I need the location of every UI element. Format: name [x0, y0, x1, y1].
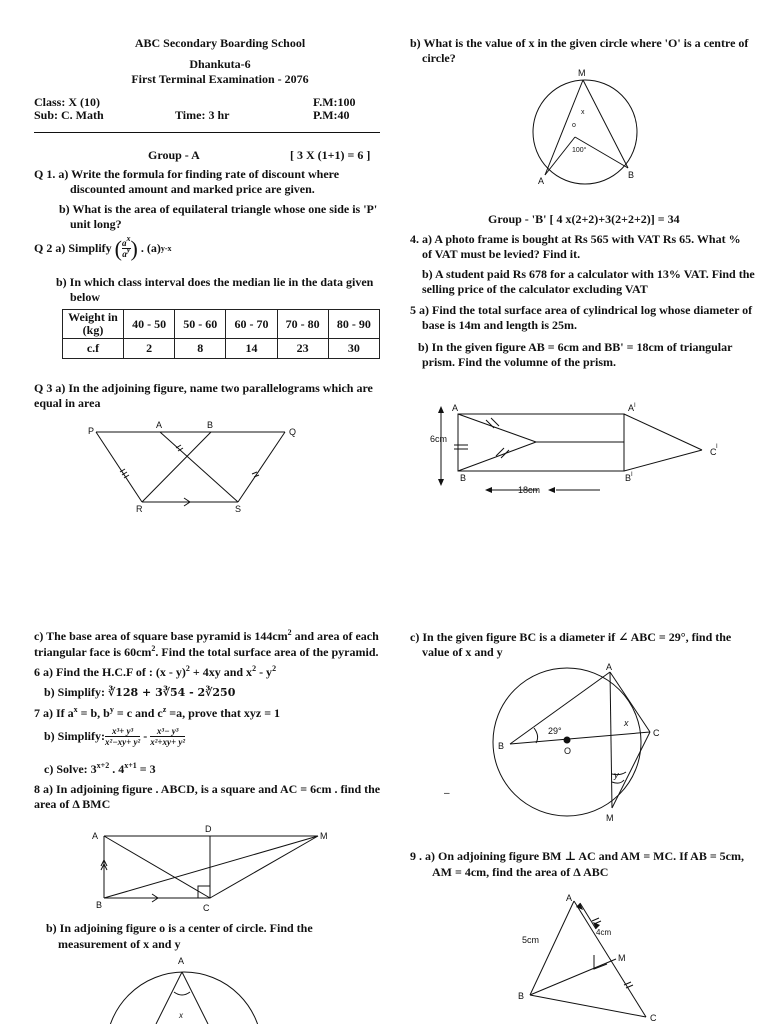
label-B: B [207, 420, 214, 430]
q2a-num: a [122, 238, 127, 248]
q2b-line1: b) In which class interval does the median lie in the data given [56, 275, 374, 289]
label-P: P [88, 426, 95, 436]
label-A1-mark: I [634, 403, 636, 409]
subject-label: Sub: C. Math [34, 108, 104, 122]
school-place: Dhankuta-6 [189, 57, 251, 71]
q2a-den-exp: y [126, 245, 131, 254]
label-S: S [235, 504, 242, 514]
table-row [63, 339, 380, 359]
label-B: B [460, 473, 467, 483]
exam-title: First Terminal Examination - 2076 [131, 72, 309, 86]
label-M: M [618, 953, 626, 963]
table-cell: 60 - 70 [226, 310, 277, 339]
label-M: M [606, 813, 614, 823]
label-height: 6cm [430, 434, 448, 444]
class-label: Class: X (10) [34, 95, 100, 109]
label-B: B [518, 991, 525, 1001]
q9a-line2: AM = 4cm, find the area of Δ ABC [432, 865, 609, 879]
q9a-line1: 9 . a) On adjoining figure BM ⊥ AC and AM = MC. If AB = 5cm, [410, 849, 744, 863]
time-label: Time: 3 hr [175, 108, 230, 122]
q7a [34, 706, 280, 721]
q3a-line1: Q 3 a) In the adjoining figure, name two parallelograms which are [34, 381, 373, 395]
circle-figure-2 [440, 658, 700, 828]
table-cell: 70 - 80 [277, 310, 328, 339]
label-angle: 29° [548, 726, 562, 736]
label-A: A [92, 831, 99, 841]
q7a-e1: x [73, 705, 78, 714]
q4b-line2: selling price of the calculator excluding VAT [422, 282, 648, 296]
q7b-f2-num: x³− y³ [150, 726, 185, 737]
weight-table [62, 309, 380, 359]
q7a-pre: 7 a) If a [34, 706, 74, 720]
label-x: x [179, 1011, 183, 1020]
label-C: C [203, 903, 210, 913]
q5a-line1: 5 a) Find the total surface area of cylindrical log whose diameter of [410, 303, 753, 317]
q3a-line2: equal in area [34, 396, 101, 410]
label-A: A [178, 956, 185, 966]
q6a-post: - y [256, 665, 273, 679]
circle-figure-3 [100, 952, 270, 1024]
label-C: C [653, 728, 660, 738]
q7c-mid: . 4 [109, 762, 125, 776]
table-row [63, 310, 380, 339]
group-b-title: Group - 'B' [ 4 x(2+2)+3(2+2+2)] = 34 [488, 212, 680, 226]
full-marks: F.M:100 [313, 95, 356, 109]
label-O: O [564, 746, 572, 756]
q7a-m2: = c and c [113, 706, 163, 720]
table-cell: 50 - 60 [175, 310, 226, 339]
table-cell: 14 [226, 339, 277, 359]
q2a-fraction [122, 234, 131, 259]
label-A: A [452, 403, 459, 413]
circle-figure-1 [520, 64, 650, 189]
q8b-line2: measurement of x and y [58, 937, 181, 951]
label-C: C [650, 1013, 657, 1023]
q4a-line2: of VAT must be levied? Find it. [422, 247, 581, 261]
label-M: M [320, 831, 328, 841]
q6b [44, 685, 235, 700]
label-Q: Q [289, 427, 297, 437]
label-R: R [136, 504, 143, 514]
qb-line2: circle? [422, 51, 456, 65]
label-A: A [606, 662, 613, 672]
label-length: 18cm [518, 485, 541, 495]
q7a-m1: = b, b [77, 706, 110, 720]
q2a-num-exp: x [126, 234, 131, 243]
group-a-marks: [ 3 X (1+1) = 6 ] [290, 148, 371, 162]
q5b-line2: prism. Find the volumne of the prism. [422, 355, 617, 369]
qc-text2-b: . Find the total surface area of the pyramid. [155, 645, 379, 659]
q6b-pre: b) Simplify: [44, 685, 109, 699]
label-M: M [578, 68, 586, 78]
label-x: x [624, 718, 629, 728]
label-A: A [566, 893, 573, 903]
stray-dash: – [444, 788, 450, 799]
label-A1: A [628, 403, 635, 413]
label-A: A [538, 176, 545, 186]
q7c-pre: c) Solve: 3 [44, 762, 97, 776]
label-C1-mark: I [716, 444, 718, 450]
label-B1-mark: I [631, 472, 633, 478]
label-D: D [205, 824, 212, 834]
qc2-line1: c) In the given figure BC is a diameter if ∠ ABC = 29°, find the [410, 630, 732, 644]
header-divider [34, 132, 380, 133]
q1b-line2: unit long? [70, 217, 122, 231]
q8b-line1: b) In adjoining figure o is a center of circle. Find the [46, 921, 313, 935]
qc-text2: triangular face is 60cm [34, 645, 152, 659]
q2a-den: a [122, 249, 127, 259]
q7c-e1: x+2 [96, 761, 110, 770]
q2a-prefix: Q 2 a) Simplify [34, 241, 112, 255]
pass-marks: P.M:40 [313, 108, 350, 122]
label-am: 4cm [596, 928, 612, 937]
q7b-fraction-2 [150, 726, 185, 747]
qc-sup: 2 [287, 628, 292, 637]
label-C1: C [710, 447, 717, 457]
q5b-line1: b) In the given figure AB = 6cm and BB' = 18cm of triangular [418, 340, 733, 354]
q6a-mid: + 4xy and x [189, 665, 253, 679]
q2b-line2: below [70, 290, 100, 304]
q7c-post: = 3 [136, 762, 156, 776]
label-B: B [498, 741, 505, 751]
q4a-line1: 4. a) A photo frame is bought at Rs 565 with VAT Rs 65. What % [410, 232, 741, 246]
q1a-line1: Q 1. a) Write the formula for finding rate of discount where [34, 167, 340, 181]
table-cell: 30 [328, 339, 379, 359]
q4b-line1: b) A student paid Rs 678 for a calculator with 13% VAT. Find the [422, 267, 755, 281]
q8a-line2: area of Δ BMC [34, 797, 111, 811]
group-a-title: Group - A [148, 148, 200, 162]
q7b-fraction-1 [105, 726, 140, 747]
label-y: y [614, 770, 619, 780]
qb-line1: b) What is the value of x in the given circle where 'O' is a centre of [410, 36, 749, 50]
q7b-pre: b) Simplify: [44, 729, 106, 743]
label-A: A [156, 420, 163, 430]
q1a-line2: discounted amount and marked price are given. [70, 182, 315, 196]
square-figure [86, 822, 336, 914]
qc-line1 [34, 629, 379, 644]
table-cell: 8 [175, 339, 226, 359]
qc-sup2: 2 [151, 644, 156, 653]
q5a-line2: base is 14m and length is 25m. [422, 318, 578, 332]
q6a-e1: 2 [185, 664, 190, 673]
q1b-line1: b) What is the area of equilateral triangle whose one side is 'P' [59, 202, 378, 216]
table-cell: 80 - 90 [328, 310, 379, 339]
label-ab: 5cm [522, 935, 540, 945]
q2a-mid: . (a) [140, 241, 161, 255]
q6a-e3: 2 [272, 664, 277, 673]
q6a-pre: 6 a) Find the H.C.F of : (x - y) [34, 665, 186, 679]
parallelogram-figure [80, 418, 310, 518]
q7b [44, 726, 185, 747]
q7b-f1-num: x³+ y³ [105, 726, 140, 737]
q7b-f2-den: x²+xy+ y² [150, 737, 186, 747]
q7b-minus: - [140, 729, 151, 743]
q7a-e3: z [162, 705, 167, 714]
prism-figure [428, 398, 728, 498]
q6a [34, 665, 276, 680]
triangle-figure [510, 893, 690, 1024]
table-cell: 40 - 50 [124, 310, 175, 339]
label-angle: 100° [572, 147, 587, 154]
school-name: ABC Secondary Boarding School [134, 36, 306, 50]
q7a-post: =a, prove that xyz = 1 [166, 706, 281, 720]
qc-text: c) The base area of square base pyramid is 144cm [34, 629, 288, 643]
label-x: x [581, 109, 585, 116]
q2a: Q 2 a) Simplify ( $\frac{a^x}{a^y}$ ) . (a) y-x [34, 234, 172, 261]
q7c-e2: x+1 [124, 761, 137, 770]
q8a-line1: 8 a) In adjoining figure . ABCD, is a square and AC = 6cm . find the [34, 782, 381, 796]
label-B: B [96, 900, 103, 910]
q6b-expr: ∛128 + 3∛54 - 2∛250 [108, 686, 236, 699]
label-B1: B [625, 473, 632, 483]
label-B: B [628, 170, 635, 180]
qc-text-b: and area of each [291, 629, 379, 643]
qc2-line2: value of x and y [422, 645, 503, 659]
qc-line2 [34, 645, 379, 660]
table-cell: 23 [277, 339, 328, 359]
q6a-e2: 2 [252, 664, 257, 673]
table-cell: 2 [124, 339, 175, 359]
label-o: o [572, 122, 576, 129]
q7c [44, 762, 156, 777]
table-cell: Weight in (kg) [63, 310, 124, 339]
q7b-f1-den: x²−xy+ y² [105, 737, 141, 747]
table-cell: c.f [63, 339, 124, 359]
q7a-e2: y [109, 705, 114, 714]
